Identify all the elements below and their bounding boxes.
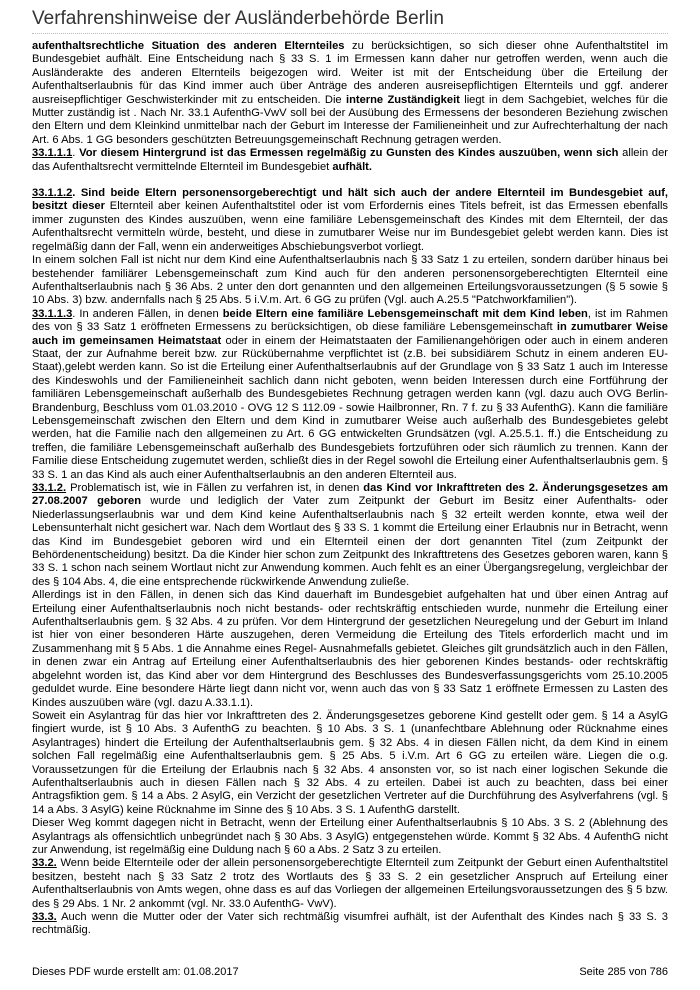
bold-text: in zumutbarer Weise auch im gemeinsamen Heimatstaat (32, 321, 668, 347)
bold-text: interne Zuständigkeit (345, 93, 460, 106)
section-number: 33.1.1.3 (32, 307, 73, 320)
bold-text: . Sind beide Eltern personensorgeberechtigt und hält sich auch der andere Elternteil im Bundesgebiet auf, besitzt dieser (32, 187, 668, 213)
page-footer (32, 966, 668, 978)
paragraph: Soweit ein Asylantrag für das hier vor Inkrafttreten des 2. Änderungsgesetzes geborene Kind gestellt oder gem. § 14 a AsylG fingiert wurde, ist § 10 Abs. 3 AufenthG zu beachten. § 10 Abs. 3 S. 1 (unanfechtbare Ablehnung oder Rücknahme eines Asylantrages) hindert die Erteilung der Aufenthaltserlaubnis gem. § 32 Abs. 4 in diesen Fällen nicht, da dem Kind in einem solchen Fall regelmäßig eine Aufenthaltserlaubnis gem. § 25 Abs. 5 i.V.m. Art 6 GG zu erteilen wäre. Liegen die o.g. Voraussetzungen für die Erteilung der Erlaubnis nach § 32 Abs. 4 ansonsten vor, so ist nach einer logischen Sekunde die Aufenthaltserlaubnis auch in diesen Fällen nach § 32 Abs. 4 zu erteilen. Dabei ist auch zu beachten, dass bei einer Antragsfiktion gem. § 14 a Abs. 2 AsylG, ein Verzicht der gesetzlichen Vertreter auf die Durchführung des Asylverfahrens (vgl. § 14 a Abs. 3 AsylG) keine Rücknahme im Sinne des § 10 Abs. 3 S. 1 AufenthG darstellt. (32, 709, 668, 816)
section-33-3: 33.3. Auch wenn die Mutter oder der Vater sich rechtmäßig visumfrei aufhält, ist der Aufenthalt des Kindes nach § 33 S. 3 rechtmäßig. (32, 911, 668, 937)
bold-text: aufhält. (332, 160, 372, 173)
bold-text: beide Eltern eine familiäre Lebensgemeinschaft mit dem Kind leben (222, 307, 588, 320)
bold-text: aufenthaltsrechtliche Situation des anderen Elternteiles (32, 40, 345, 52)
section-33-1-2: 33.1.2. Problematisch ist, wie in Fällen zu verfahren ist, in denen das Kind vor Inkrafttreten des 2. Änderungsgesetzes am 27.08.2007 geboren wurde und lediglich der Vater zum Zeitpunkt der Geburt im Besitz einer Aufenthalts- oder Niederlassungserlaubnis war und dem Kind keine Aufenthaltserlaubnis nach § 32 erteilt werden konnte, etwa weil der Lebensunterhalt nicht gesichert war. Nach dem Wortlaut des § 33 S. 1 kommt die Erteilung einer Erlaubnis nur in Betracht, wenn das Kind im Bundesgebiet geboren wird und ein Elternteil einen der dort genannten Titel (zum Zeitpunkt der Behördenentscheidung) besitzt. Da die Kinder hier schon zum Zeitpunkt des Inkrafttretens des Gesetzes geboren waren, kann § 33 S. 1 schon nach seinem Wortlaut nicht zur Anwendung kommen. Auch fehlt es an einer Übergangsregelung, vergleichbar der des § 104 Abs. 4, die eine entsprechende rückwirkende Anwendung zuließe. (32, 482, 668, 588)
section-33-2: 33.2. Wenn beide Elternteile oder der allein personensorgeberechtigte Elternteil zum Zeitpunkt der Geburt einen Aufenthaltstitel besitzen, besteht nach § 33 Satz 2 trotz des Wortlauts des § 33 S. 2 ein gesetzlicher Anspruch auf Erteilung einer Aufenthaltserlaubnis von Amts wegen, ohne dass es auf das Vorliegen der allgemeinen Erteilungsvoraussetzungen des § 5 bzw. des § 29 Abs. 1 Nr. 2 ankommt (vgl. Nr. 33.0 AufenthG- VwV). (32, 857, 668, 910)
creation-date: Dieses PDF wurde erstellt am: 01.08.2017 (32, 966, 239, 978)
page-header (32, 8, 668, 34)
section-33-1-1-2: 33.1.1.2. Sind beide Eltern personensorgeberechtigt und hält sich auch der andere Elternteil im Bundesgebiet auf, besitzt dieser Elternteil aber keinen Aufenthaltstitel oder ist vom Erfordernis eines Titels befreit, ist das Ermessen ebenfalls immer zugunsten des Kindes auszuüben, wenn eine familiäre Lebensgemeinschaft des Kindes mit dem Elternteil, der das Aufenthaltsrecht vermitteln würde, besteht, und diese in zumutbarer Weise nur im Bundesgebiet gelebt werden kann. Dies ist regelmäßig dann der Fall, wenn ein anderweitiges Abschiebungsverbot vorliegt. (32, 187, 669, 253)
page-number: Seite 285 von 786 (579, 966, 668, 978)
section-number: 33.3. (32, 911, 57, 923)
section-33-1-1-3: 33.1.1.3. In anderen Fällen, in denen beide Eltern eine familiäre Lebensgemeinschaft mit dem Kind leben, ist im Rahmen des von § 33 Satz 1 eröffneten Ermessens zu berücksichtigen, ob diese familiäre Lebensgemeinschaft in zumutbarer Weise auch im gemeinsamen Heimatstaat oder in einem der Heimatstaaten der Familienangehörigen oder auch in einem anderen Staat, der zur Aufnahme bereit bzw. zur Rückübernahme verpflichtet ist (z.B. bei subsidiärem Schutz in einem anderen EU-Staat),gelebt werden kann. So ist die Erteilung einer Aufenthaltserlaubnis auf der Grundlage von § 33 Satz 1 auch im Interesse des Kindeswohls und der Familieneinheit sachlich dann nicht geboten, wenn beiden Interessen durch eine Fortführung der familiären Lebensgemeinschaft außerhalb des Bundesgebietes Rechnung getragen werden kann (vgl. dazu auch OVG Berlin-Brandenburg, Beschluss vom 01.03.2010 - OVG 12 S 112.09 - sowie Hailbronner, Rn. 7 f. zu § 33 AufenthG). Kann die familiäre Lebensgemeinschaft zwischen den Eltern und dem Kind in zumutbarer Weise auch außerhalb des Bundesgebietes gelebt werden, hat die Familie nach den allgemeinen zu Art. 6 GG entwickelten Grundsätzen (vgl. A.25.5.1. ff.) die Entscheidung zu treffen, die familiäre Lebensgemeinschaft außerhalb des Bundesgebiets fortzuführen oder sich räumlich zu trennen. Kann der Familie diese Entscheidung zugemutet werden, schließt dies in der Regel sowohl die Erteilung einer Aufenthaltserlaubnis gem. § 33 S. 1 an das Kind als auch einer Aufenthaltserlaubnis an den anderen Elternteil aus. (32, 307, 669, 481)
section-33-1-1-1: 33.1.1.1. Vor diesem Hintergrund ist das Ermessen regelmäßig zu Gunsten des Kindes auszuüben, wenn sich allein der das Aufenthaltsrecht vermittelnde Elternteil im Bundesgebiet aufhält. (32, 147, 668, 173)
paragraph: aufenthaltsrechtliche Situation des anderen Elternteiles zu berücksichtigen, so sich dieser ohne Aufenthaltstitel im Bundesgebiet aufhält. Eine Entscheidung nach § 33 S. 1 im Ermessen kann daher nur getroffen werden, wenn auch die Ausländerakte des anderen Elternteils beigezogen wird. Weiter ist mit der Entscheidung über die Erteilung der Aufenthaltserlaubnis für das Kind immer auch über Anträge des anderen ausreisepflichtigen Elternteils und ggf. anderer ausreisepflichtiger Geschwisterkinder mit zu entscheiden. Die interne Zuständigkeit liegt in dem Sachgebiet, welches für die Mutter zuständig ist . Nach Nr. 33.1 AufenthG-VwV soll bei der Ausübung des Ermessens der besonderen Beziehung zwischen den Eltern und dem Kleinkind unmittelbar nach der Geburt im Interesse der Familieneinheit und zur Aufrechterhaltung der nach Art. 6 Abs. 1 GG besonders geschützten Betreuungsgemeinschaft Rechnung getragen werden. (32, 40, 668, 146)
section-number: 33.2. (32, 857, 57, 870)
section-number: 33.1.1.2 (32, 187, 73, 200)
spacer (32, 174, 668, 187)
paragraph: Allerdings ist in den Fällen, in denen sich das Kind dauerhaft im Bundesgebiet aufgehalten hat und über einen Antrag auf Erteilung einer Aufenthaltserlaubnis noch nicht bestands- oder rechtskräftig entschieden wurde, nunmehr die Erteilung einer Aufenthaltserlaubnis gem. § 32 Abs. 4 zu prüfen. Vor dem Hintergrund der gesetzlichen Neuregelung und der Geburt im Inland ist hier von einer besonderen Härte auszugehen, deren Vermeidung die Erteilung des Titels erforderlich macht und im Zusammenhang mit § 5 Abs. 1 die Annahme eines Regel- Ausnahmefalls gebietet. Gleiches gilt grundsätzlich auch in den Fällen, in denen zwar ein Antrag auf Erteilung einer Aufenthaltserlaubnis des hier geborenen Kindes bestands- oder rechtskräftig abgelehnt worden ist, das Kind aber vor dem Hintergrund des Beschlusses des Bundesverfassungsgerichts vom 25.10.2005 geduldet wurde. Eine besondere Härte liegt dann nicht vor, wenn auch das von § 33 Satz 1 eröffnete Ermessen zu Lasten des Kindes auszuüben wäre (vgl. dazu A.33.1.1). (32, 589, 669, 709)
section-number: 33.1.2. (32, 482, 67, 494)
section-number: 33.1.1.1 (32, 147, 73, 160)
paragraph: Dieser Weg kommt dagegen nicht in Betracht, wenn der Erteilung einer Aufenthaltserlaubnis § 10 Abs. 3 S. 2 (Ablehnung des Asylantrags als offensichtlich unbegründet nach § 30 Abs. 3 AsylG) entgegenstehen würde. Kommt § 32 Abs. 4 AufenthG nicht zur Anwendung, ist regelmäßig eine Duldung nach § 60 a Abs. 2 Satz 3 zu erteilen. (32, 817, 668, 856)
document-body (32, 40, 668, 938)
document-title: Verfahrenshinweise der Ausländerbehörde Berlin (32, 8, 668, 34)
bold-text: Vor diesem Hintergrund ist das Ermessen regelmäßig zu Gunsten des Kindes auszuüben, wenn sich (79, 147, 619, 160)
paragraph: In einem solchen Fall ist nicht nur dem Kind eine Aufenthaltserlaubnis nach § 33 Satz 1 zu erteilen, sondern darüber hinaus bei bestehender familiärer Lebensgemeinschaft zum Kind auch für den anderen personensorgeberechtigten Elternteil eine Aufenthaltserlaubnis nach § 36 Abs. 2 unter den dort genannten und den allgemeinen Erteilungsvoraussetzungen (§ 5 sowie § 10 Abs. 3) bzw. andernfalls nach § 25 Abs. 5 i.V.m. Art. 6 GG zu prüfen (Vgl. auch A.25.5 "Patchworkfamilien"). (32, 254, 668, 307)
bold-text: das Kind vor Inkrafttreten des 2. Änderungsgesetzes am 27.08.2007 geboren (32, 482, 668, 508)
